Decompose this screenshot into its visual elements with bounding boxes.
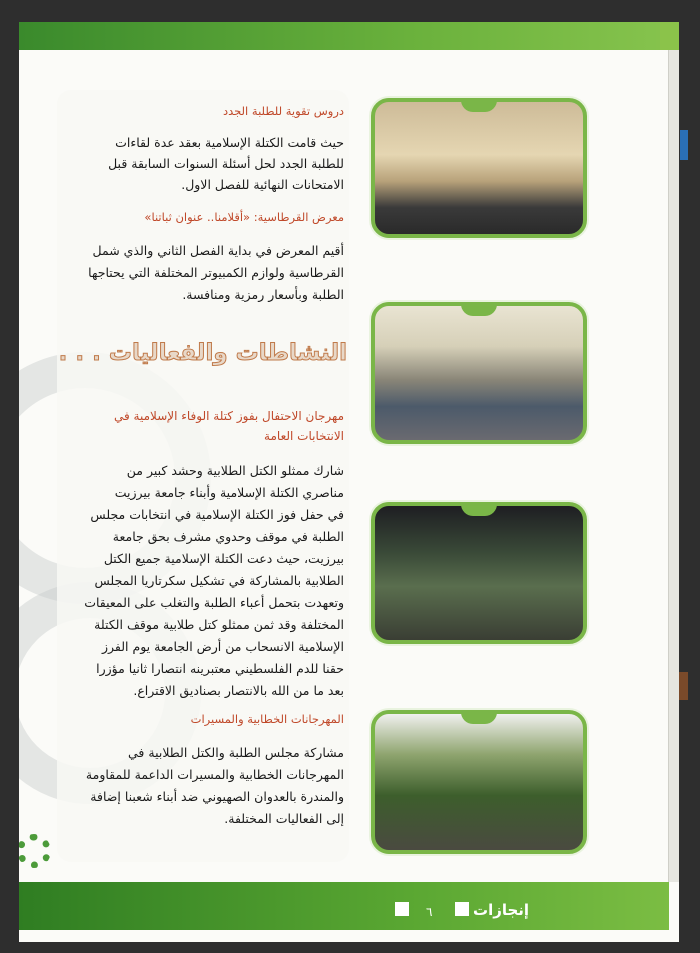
paragraph-line: الطلابية بالمشاركة في تشكيل سكرتاريا المجلس bbox=[94, 573, 344, 588]
magazine-name: إنجازات bbox=[473, 901, 530, 919]
paragraph-line: الامتحانات النهائية للفصل الاول. bbox=[181, 177, 344, 192]
paragraph-line: الطلبة وبأسعار رمزية ومنافسة. bbox=[182, 287, 344, 302]
frame-ornament bbox=[461, 100, 497, 112]
page-title: النشاطات والفعاليات . . . bbox=[58, 340, 347, 366]
footer-square bbox=[455, 902, 469, 916]
paragraph-line: المهرجانات الخطابية والمسيرات الداعمة للمقاومة bbox=[85, 767, 344, 782]
paragraph-line: شارك ممثلو الكتل الطلابية وحشد كبير من bbox=[126, 463, 344, 478]
frame-ornament bbox=[461, 504, 497, 516]
photo-classroom bbox=[371, 98, 587, 238]
paragraph-line: حيث قامت الكتلة الإسلامية بعقد عدة لقاءات bbox=[115, 135, 344, 150]
paragraph-line: أقيم المعرض في بداية الفصل الثاني والذي شمل bbox=[92, 243, 344, 258]
paragraph-line: وتعهدت بتحمل أعباء الطلبة والتغلب على المعيقات bbox=[84, 595, 344, 610]
footer-square bbox=[395, 902, 409, 916]
photo-march bbox=[371, 710, 587, 854]
photo-exhibition bbox=[371, 302, 587, 444]
paragraph-line: حقنا للدم الفلسطيني معتبرينه انتصارا ثانيا مؤزرا bbox=[96, 661, 344, 676]
page-edge bbox=[668, 50, 679, 882]
paragraph-line: مناصري الكتلة الإسلامية وأبناء جامعة بيرزيت bbox=[114, 485, 344, 500]
gear-icon bbox=[19, 834, 51, 868]
paragraph-line: المختلفة وقد ثمن ممثلو كتل طلابية موقف الكتلة bbox=[94, 617, 344, 632]
paragraph-line: للطلبة الجدد لحل أسئلة السنوات السابقة قبل bbox=[108, 156, 344, 171]
section-heading: مهرجان الاحتفال بفوز كتلة الوفاء الإسلامية في bbox=[114, 409, 344, 423]
paragraph-line: القرطاسية ولوازم الكمبيوتر المختلفة التي يحتاجها bbox=[88, 265, 344, 280]
top-band-corner bbox=[660, 22, 679, 50]
brown-index-tab bbox=[678, 672, 688, 700]
frame-ornament bbox=[461, 712, 497, 724]
page-number: ٦ bbox=[426, 905, 433, 919]
bottom-green-band bbox=[19, 882, 669, 930]
paragraph-line: بعد ما من الله بالانتصار بصناديق الاقتراع. bbox=[133, 683, 344, 698]
paragraph-line: الطلبة في موقف وحدوي مشرف بحق جامعة bbox=[112, 529, 344, 544]
magazine-page bbox=[19, 22, 679, 942]
section-heading: معرض القرطاسية: «أقلامنا.. عنوان ثباتنا» bbox=[144, 210, 344, 224]
paragraph-line: بيرزيت، حيث دعت الكتلة الإسلامية جميع الكتل bbox=[103, 551, 344, 566]
frame-ornament bbox=[461, 304, 497, 316]
paragraph-line: الإسلامية الانسحاب من أرض الجامعة يوم الفرز bbox=[101, 639, 344, 654]
blue-index-tab bbox=[680, 130, 688, 160]
photo-celebration bbox=[371, 502, 587, 644]
section-heading: المهرجانات الخطابية والمسيرات bbox=[190, 712, 344, 726]
paragraph-line: مشاركة مجلس الطلبة والكتل الطلابية في bbox=[128, 745, 344, 760]
section-heading: دروس تقوية للطلبة الجدد bbox=[222, 104, 344, 118]
section-heading: الانتخابات العامة bbox=[264, 429, 344, 443]
paragraph-line: في حفل فوز الكتلة الإسلامية في انتخابات مجلس bbox=[90, 507, 344, 522]
top-green-band bbox=[19, 22, 669, 50]
paragraph-line: والمندرة بالعدوان الصهيوني ضد أبناء شعبنا إضافة bbox=[90, 789, 344, 804]
paragraph-line: إلى الفعاليات المختلفة. bbox=[224, 811, 344, 826]
